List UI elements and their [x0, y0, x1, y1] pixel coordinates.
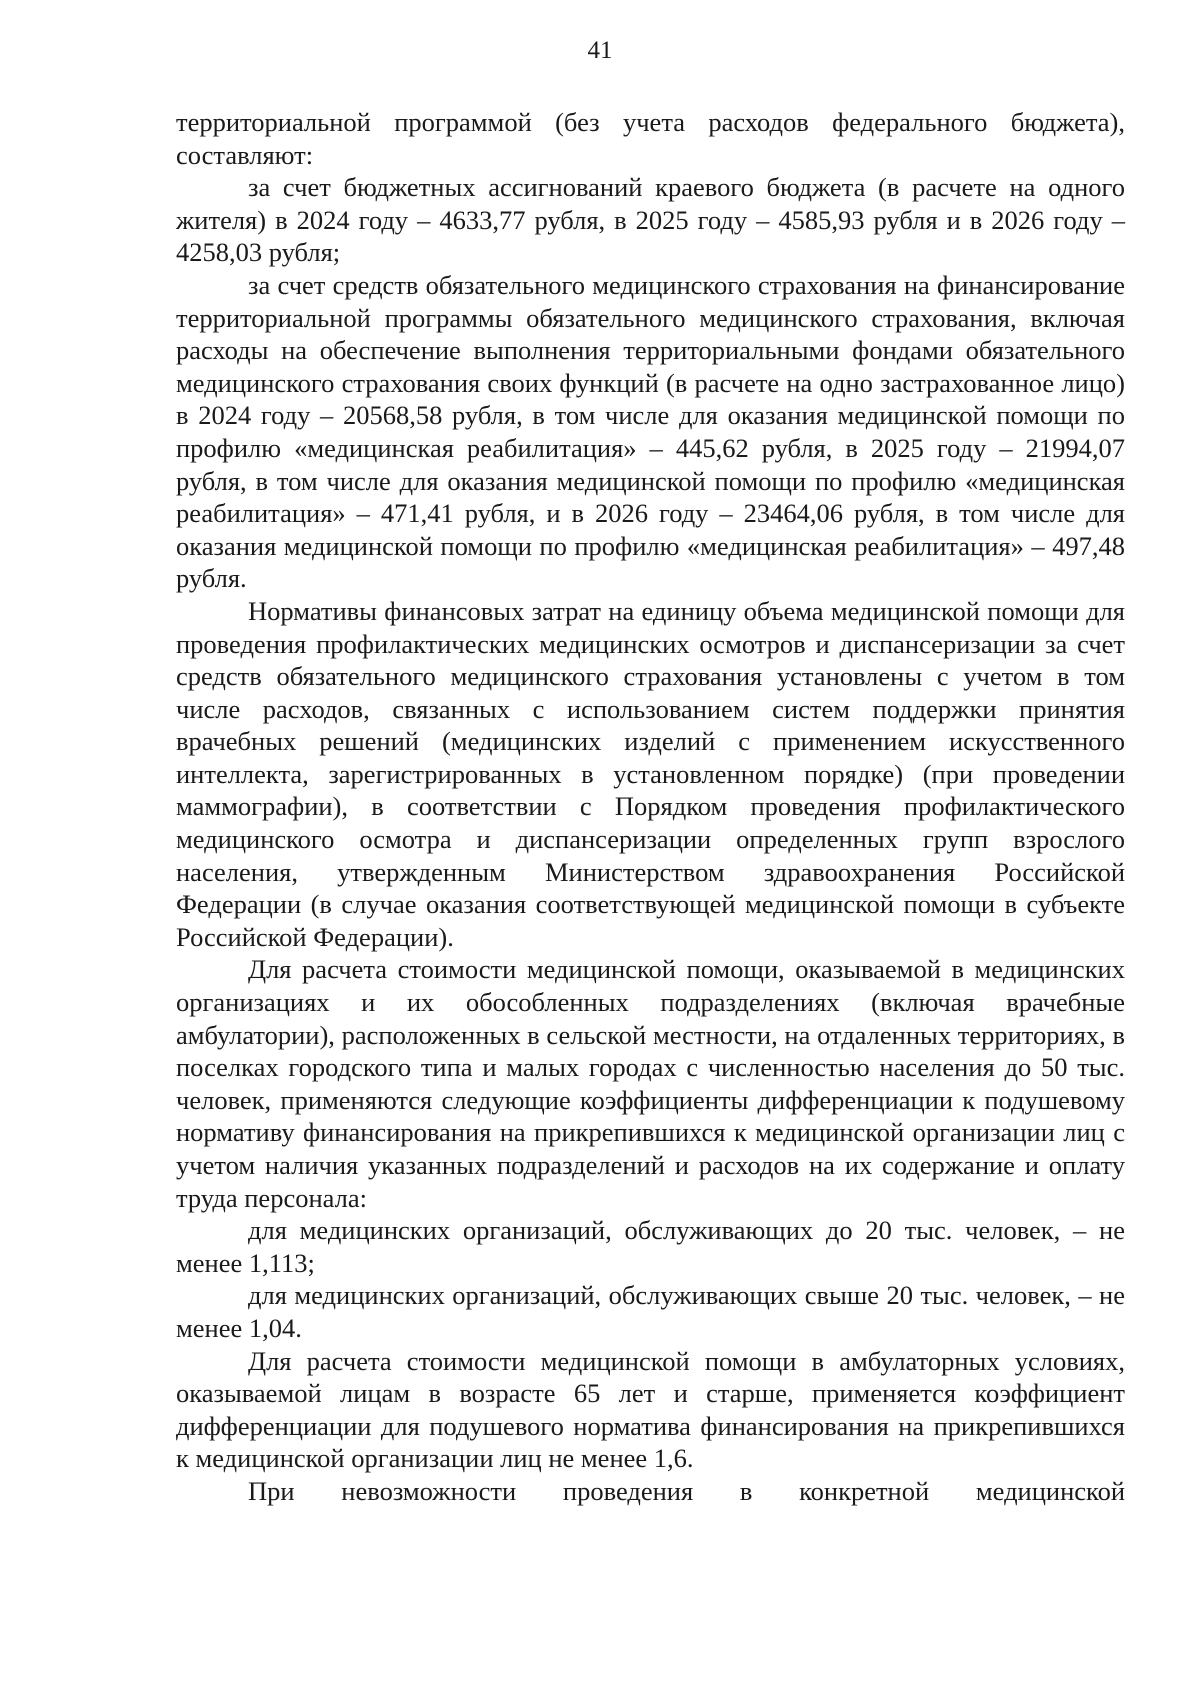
- paragraph: за счет бюджетных ассигнований краевого бюджета (в расчете на одного жителя) в 2024 году – 4633,77 рубля, в 2025 году – 4585,93 рубля и в 2026 году – 4258,03 рубля;: [176, 172, 1125, 268]
- paragraph: При невозможности проведения в конкретной медицинской: [248, 1475, 1125, 1506]
- paragraph: территориальной программой (без учета расходов федерального бюджета), составляют:: [176, 107, 1125, 170]
- paragraph: за счет средств обязательного медицинского страхования на финансирование территориальной программы обязательного медицинского страхования, включая расходы на обеспечение выполнения территориальными фондами обязательного медицинского страхования своих функций (в расчете на одно застрахованное лицо) в 2024 году – 20568,58 рубля, в том числе для оказания медицинской помощи по профилю «медицинская реабилитация» – 445,62 рубля, в 2025 году – 21994,07 рубля, в том числе для оказания медицинской помощи по профилю «медицинская реабилитация» – 471,41 рубля, и в 2026 году – 23464,06 рубля, в том числе для оказания медицинской помощи по профилю «медицинская реабилитация» – 497,48 рубля.: [176, 269, 1125, 594]
- paragraph: для медицинских организаций, обслуживающих свыше 20 тыс. человек, – не менее 1,04.: [176, 1280, 1125, 1343]
- paragraph: Для расчета стоимости медицинской помощи в амбулаторных условиях, оказываемой лицам в возрасте 65 лет и старше, применяется коэффициент дифференциации для подушевого норматива финансирования на прикрепившихся к медицинской организации лиц не менее 1,6.: [176, 1345, 1125, 1474]
- paragraph: Нормативы финансовых затрат на единицу объема медицинской помощи для проведения профилактических медицинских осмотров и диспансеризации за счет средств обязательного медицинского страхования установлены с учетом в том числе расходов, связанных с использованием систем поддержки принятия врачебных решений (медицинских изделий с применением искусственного интеллекта, зарегистрированных в установленном порядке) (при проведении маммографии), в соответствии с Порядком проведения профилактического медицинского осмотра и диспансеризации определенных групп взрослого населения, утвержденным Министерством здравоохранения Российской Федерации (в случае оказания соответствующей медицинской помощи в субъекте Российской Федерации).: [176, 595, 1125, 952]
- paragraph: Для расчета стоимости медицинской помощи, оказываемой в медицинских организациях и их обособленных подразделениях (включая врачебные амбулатории), расположенных в сельской местности, на отдаленных территориях, в поселках городского типа и малых городах с численностью населения до 50 тыс. человек, применяются следующие коэффициенты дифференциации к подушевому нормативу финансирования на прикрепившихся к медицинской организации лиц с учетом наличия указанных подразделений и расходов на их содержание и оплату труда персонала:: [176, 954, 1125, 1213]
- page-number: 41: [587, 37, 613, 64]
- body-text: [176, 106, 1125, 1508]
- paragraph: для медицинских организаций, обслуживающих до 20 тыс. человек, – не менее 1,113;: [176, 1215, 1125, 1278]
